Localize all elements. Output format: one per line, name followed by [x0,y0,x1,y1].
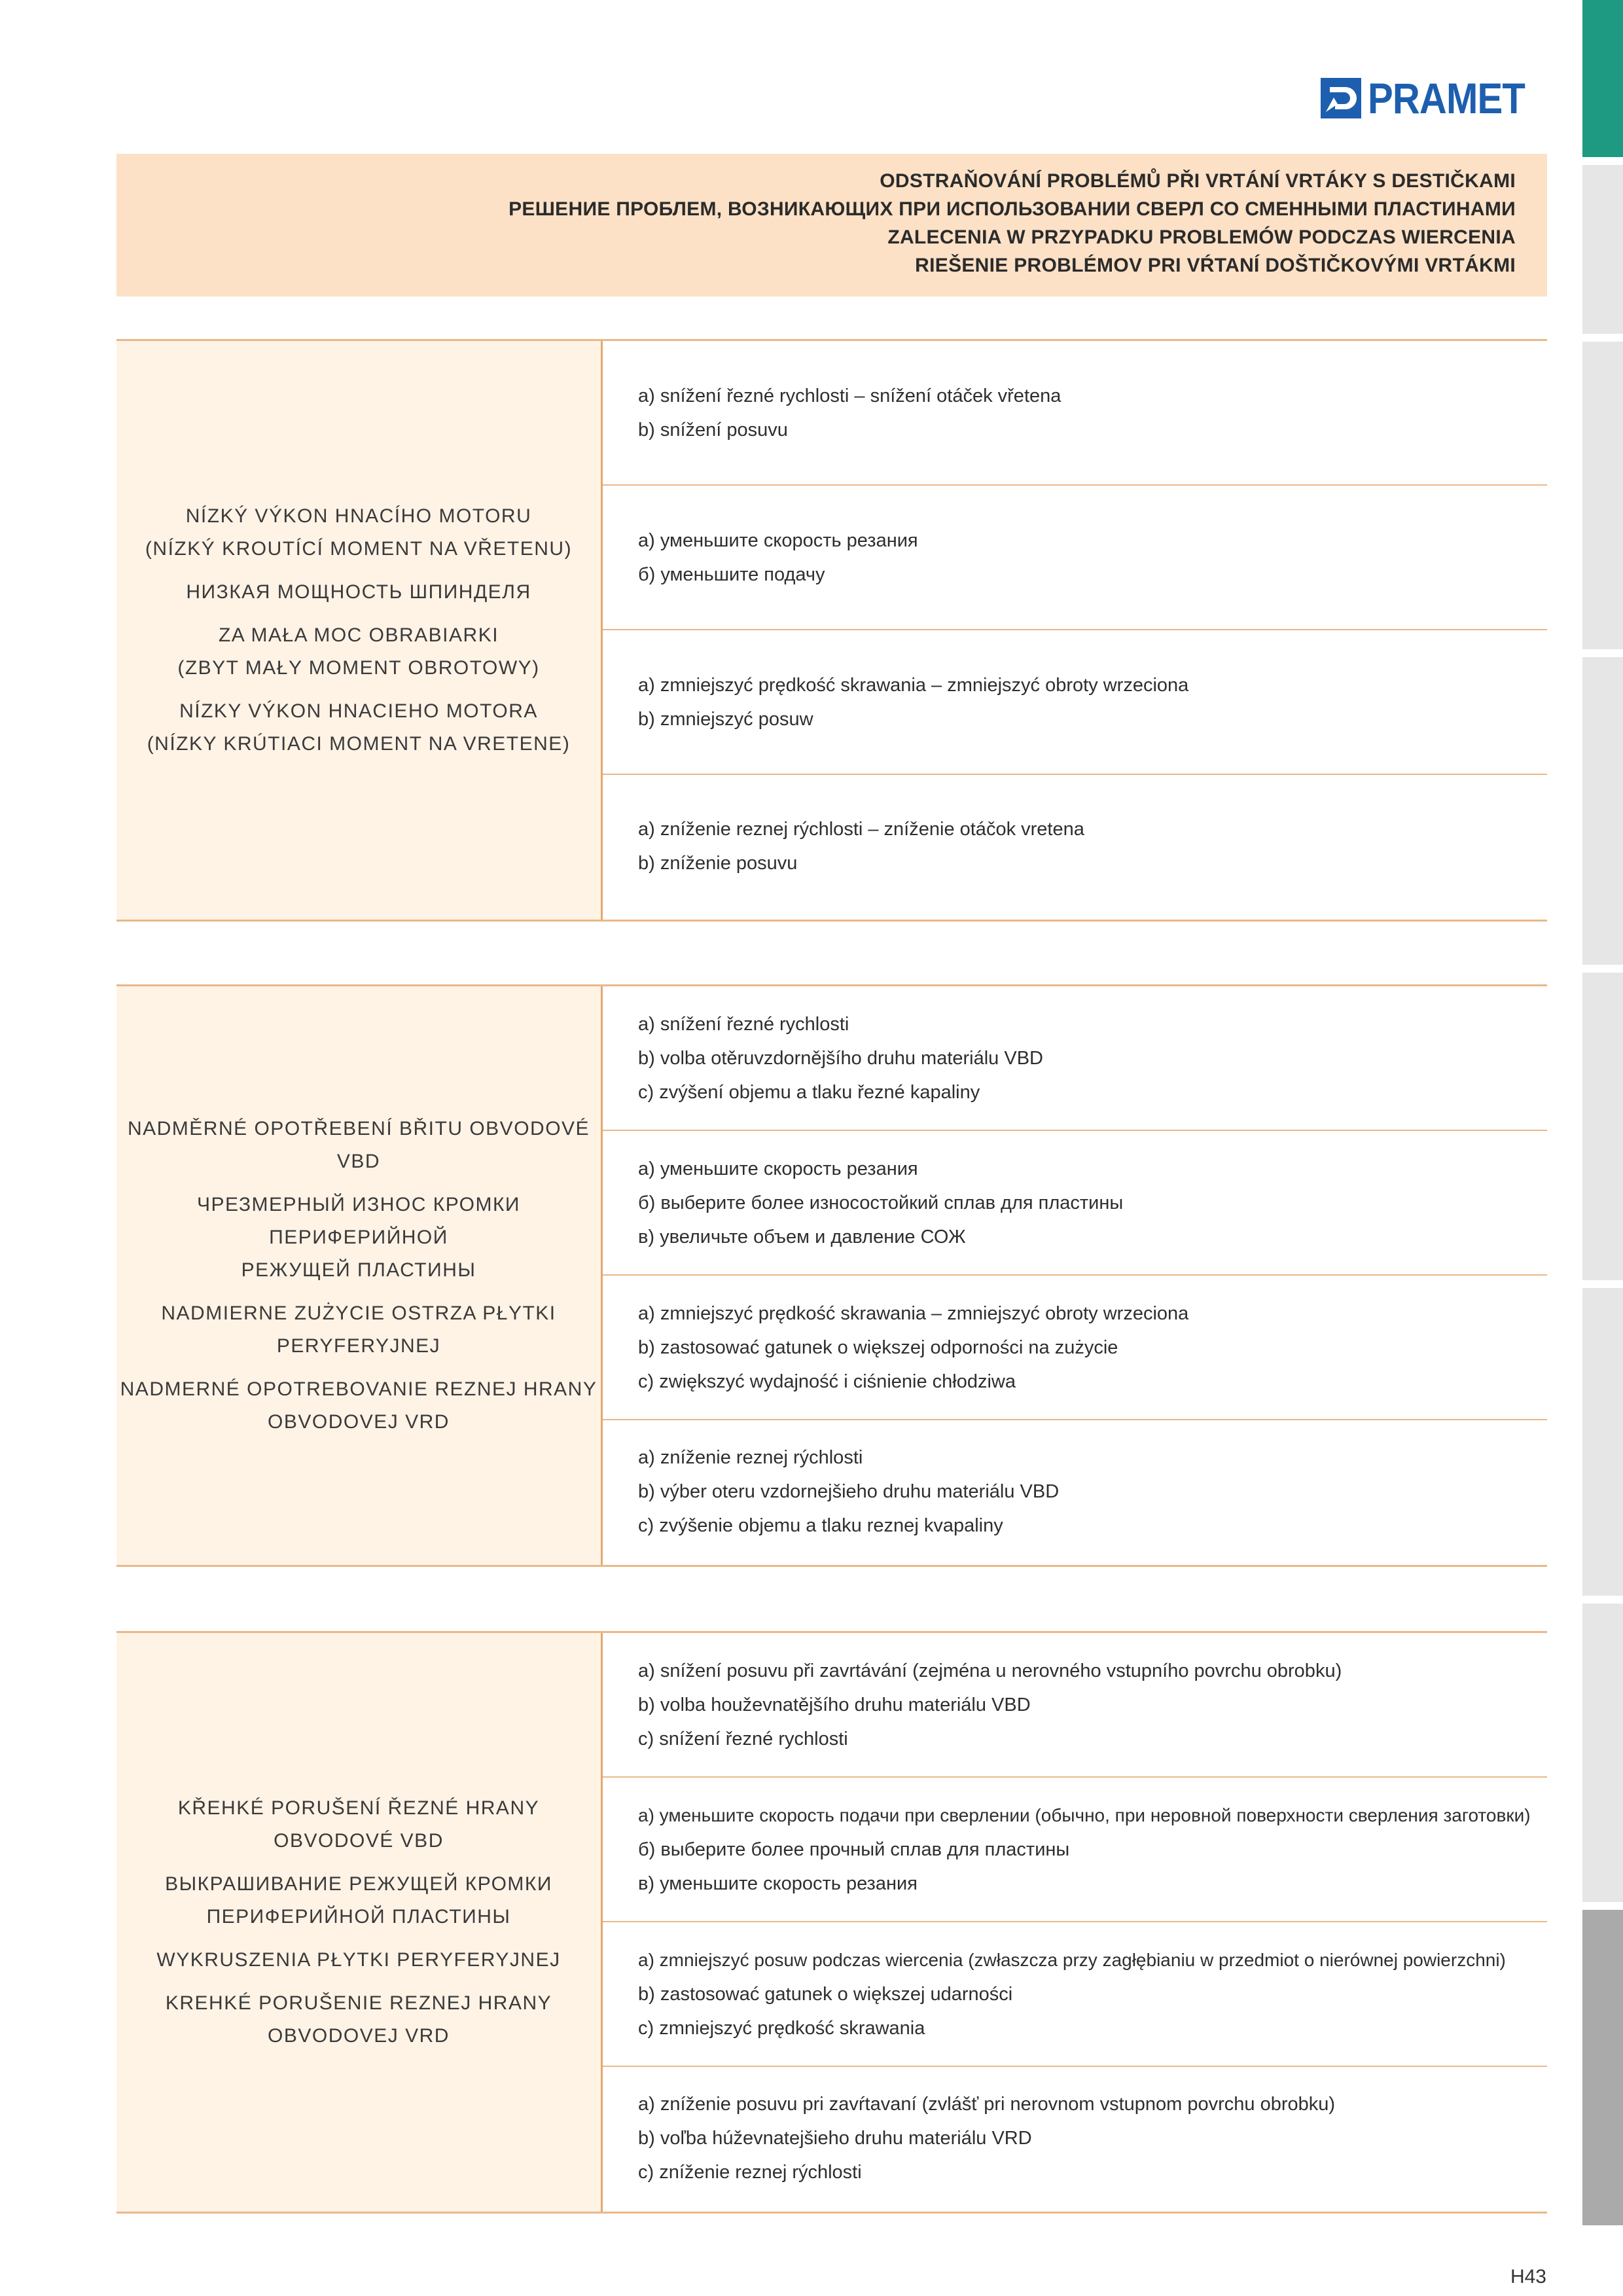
solution-line: a) zníženie posuvu pri zavŕtavaní (zvlášť pri nerovnom vstupnom povrchu obrobku) [638,2094,1336,2115]
problem-text-sk: KREHKÉ PORUŠENIE REZNEJ HRANY OBVODOVEJ VRD [165,1992,552,2047]
solution-row-ru [603,1778,1547,1922]
solution-row-sk [603,1420,1547,1563]
solution-line: a) zníženie reznej rýchlosti [638,1447,863,1468]
solution-line: a) snížení posuvu při zavrtávání (zejména u nerovného vstupního povrchu obrobku) [638,1660,1342,1681]
problem-cell [116,1633,603,2212]
problem-text-cz: NÍZKÝ VÝKON HNACÍHO MOTORU (NÍZKÝ KROUTÍCÍ MOMENT NA VŘETENU) [145,505,573,560]
problem-text-pl: ZA MAŁA MOC OBRABIARKI (ZBYT MAŁY MOMENT OBROTOWY) [177,624,540,679]
solution-line: а) уменьшите скорость подачи при сверлении (обычно, при неровной поверхности сверления заготовки) [638,1804,1531,1825]
solution-row-cz [603,986,1547,1131]
title-band [116,154,1547,296]
solution-line: a) zníženie reznej rýchlosti – zníženie otáčok vretena [638,819,1084,840]
title-line-cz: ODSTRAŇOVÁNÍ PROBLÉMŮ PŘI VRTÁNÍ VRTÁKY S DESTIČKAMI [880,170,1516,192]
solutions-column [603,341,1547,920]
solution-line: c) zwiększyć wydajność i ciśnienie chłodziwa [638,1371,1016,1392]
solution-line: а) уменьшите скорость резания [638,1158,918,1179]
solution-line: b) volba houževnatějšího druhu materiálu VBD [638,1694,1031,1715]
problem-text-ru: НИЗКАЯ МОЩНОСТЬ ШПИНДЕЛЯ [186,581,531,603]
solution-line: a) zmniejszyć prędkość skrawania – zmniejszyć obroty wrzeciona [638,674,1189,696]
solution-line: b) zastosować gatunek o większej odporności na zużycie [638,1336,1118,1358]
side-tab [1582,165,1623,334]
side-tab-current [1582,1910,1623,2225]
side-tab [1582,1288,1623,1596]
solution-line: b) výber oteru vzdornejšieho druhu materiálu VBD [638,1481,1060,1502]
solution-row-sk [603,775,1547,918]
solution-line: a) zmniejszyć posuw podczas wiercenia (zwłaszcza przy zagłębianiu w przedmiot o nierównej powierzchni) [638,1949,1506,1970]
side-tab [1582,342,1623,649]
pramet-logo-icon [1321,78,1361,118]
problem-text-cz: KŘEHKÉ PORUŠENÍ ŘEZNÉ HRANY OBVODOVÉ VBD [177,1797,540,1852]
solution-row-pl [603,1922,1547,2067]
title-line-pl: ZALECENIA W PRZYPADKU PROBLEMÓW PODCZAS WIERCENIA [887,226,1516,248]
solution-row-ru [603,486,1547,630]
solution-line: в) уменьшите скорость резания [638,1873,918,1894]
problem-cell [116,341,603,920]
solution-row-pl [603,1276,1547,1420]
solution-line: b) zníženie posuvu [638,853,798,874]
solution-line: c) zníženie reznej rýchlosti [638,2162,862,2183]
side-tab [1582,973,1623,1280]
title-lines [508,167,1516,279]
solution-line: б) выберите более прочный сплав для пластины [638,1839,1070,1860]
side-tab [1582,1604,1623,1902]
solution-row-ru [603,1131,1547,1276]
solution-line: в) увеличьте объем и давление СОЖ [638,1226,966,1247]
solution-line: b) voľba húževnatejšieho druhu materiálu VRD [638,2128,1032,2149]
problem-text-ru: ЧРЕЗМЕРНЫЙ ИЗНОС КРОМКИ ПЕРИФЕРИЙНОЙ РЕЖУЩЕЙ ПЛАСТИНЫ [197,1194,520,1281]
problem-text-cz: NADMĚRNÉ OPOTŘEBENÍ BŘITU OBVODOVÉ VBD [127,1118,590,1172]
solution-row-sk [603,2067,1547,2210]
solution-line: a) snížení řezné rychlosti [638,1013,849,1035]
solution-line: а) уменьшите скорость резания [638,529,918,551]
solution-line: b) zastosować gatunek o większej udarności [638,1983,1013,2005]
solution-line: c) zvýšenie objemu a tlaku reznej kvapaliny [638,1515,1003,1536]
title-line-sk: RIEŠENIE PROBLÉMOV PRI VŔTANÍ DOŠTIČKOVÝMI VRTÁKMI [915,255,1516,276]
solution-line: c) zvýšení objemu a tlaku řezné kapaliny [638,1081,980,1103]
side-tab-active [1582,0,1623,157]
solution-row-cz [603,1633,1547,1778]
solution-line: b) volba otěruvzdornějšího druhu materiálu VBD [638,1047,1043,1069]
solution-line: б) уменьшите подачу [638,564,825,585]
solution-line: b) zmniejszyć posuw [638,708,813,730]
solution-line: b) snížení posuvu [638,419,788,440]
solution-line: c) zmniejszyć prędkość skrawania [638,2017,925,2039]
solution-row-cz [603,341,1547,486]
problem-text-ru: ВЫКРАШИВАНИЕ РЕЖУЩЕЙ КРОМКИ ПЕРИФЕРИЙНОЙ ПЛАСТИНЫ [165,1873,552,1928]
pramet-logo [1321,73,1546,123]
solution-row-pl [603,630,1547,775]
solutions-column [603,1633,1547,2212]
solution-line: a) zmniejszyć prędkość skrawania – zmniejszyć obroty wrzeciona [638,1302,1189,1324]
solution-line: a) snížení řezné rychlosti – snížení otáček vřetena [638,385,1061,406]
problem-text-sk: NÍZKY VÝKON HNACIEHO MOTORA (NÍZKY KRÚTIACI MOMENT NA VRETENE) [147,700,571,755]
problem-text-sk: NADMERNÉ OPOTREBOVANIE REZNEJ HRANY OBVODOVEJ VRD [120,1378,597,1433]
problem-text-pl: NADMIERNE ZUŻYCIE OSTRZA PŁYTKI PERYFERYJNEJ [161,1302,556,1357]
problem-section-low-power [116,339,1547,922]
problem-section-brittle-fracture [116,1631,1547,2214]
solution-line: c) snížení řezné rychlosti [638,1728,848,1749]
problem-text-pl: WYKRUSZENIA PŁYTKI PERYFERYJNEJ [156,1949,561,1971]
side-index-tabs [1582,0,1623,2225]
page-number: H43 [1510,2266,1546,2287]
logo-text: PRAMET [1368,74,1525,122]
solution-line: б) выберите более износостойкий сплав для пластины [638,1192,1124,1213]
problem-cell [116,986,603,1565]
solutions-column [603,986,1547,1565]
title-line-ru: РЕШЕНИЕ ПРОБЛЕМ, ВОЗНИКАЮЩИХ ПРИ ИСПОЛЬЗОВАНИИ СВЕРЛ СО СМЕННЫМИ ПЛАСТИНАМИ [508,198,1516,220]
problem-section-excessive-wear [116,984,1547,1567]
side-tab [1582,657,1623,965]
